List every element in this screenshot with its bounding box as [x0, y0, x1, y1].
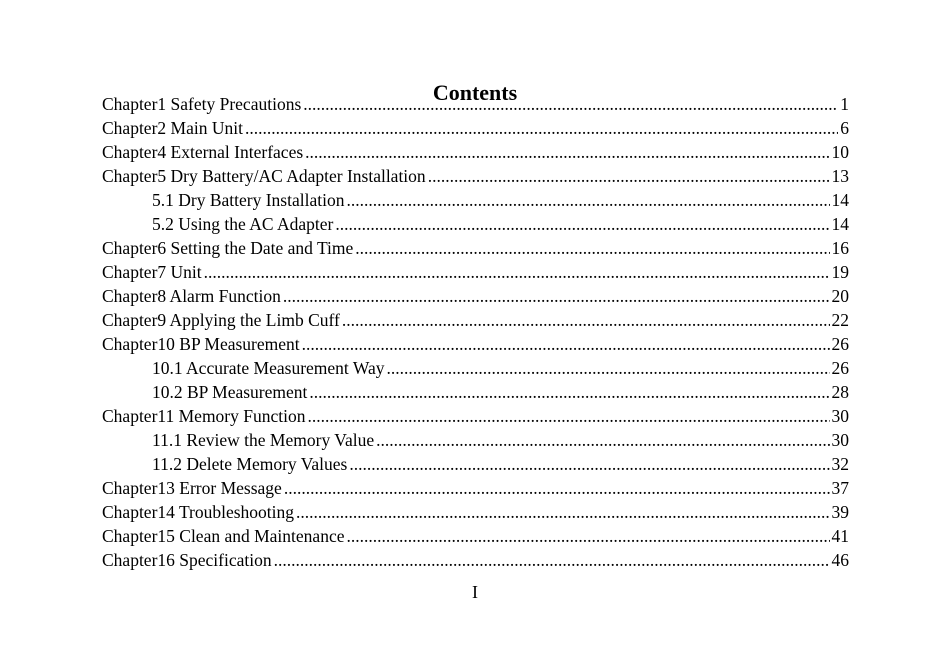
dot-leader — [349, 452, 829, 476]
toc-entry[interactable] — [102, 308, 849, 332]
dot-leader — [303, 92, 838, 116]
toc-entry[interactable] — [102, 92, 849, 116]
page-number: I — [472, 582, 478, 602]
dot-leader — [245, 116, 838, 140]
toc-entry-page: 19 — [831, 262, 849, 282]
toc-entry-page: 41 — [831, 526, 849, 546]
dot-leader — [342, 308, 830, 332]
dot-leader — [428, 164, 830, 188]
toc-entry-page: 14 — [831, 214, 849, 234]
toc-entry-label: 10.1 Accurate Measurement Way — [152, 358, 385, 378]
toc-entry[interactable] — [102, 212, 849, 236]
dot-leader — [376, 428, 829, 452]
toc-entry-label: Chapter5 Dry Battery/AC Adapter Installation — [102, 166, 426, 186]
toc-entry-label: Chapter2 Main Unit — [102, 118, 243, 138]
toc-entry-label: Chapter6 Setting the Date and Time — [102, 238, 354, 258]
toc-entry-label: Chapter9 Applying the Limb Cuff — [102, 310, 340, 330]
dot-leader — [284, 476, 830, 500]
toc-entry[interactable] — [102, 380, 849, 404]
toc-entry-page: 30 — [831, 430, 849, 450]
toc-entry-page: 16 — [831, 238, 849, 258]
toc-entry-page: 14 — [831, 190, 849, 210]
toc-entry-page: 13 — [831, 166, 849, 186]
toc-entry[interactable] — [102, 140, 849, 164]
dot-leader — [308, 404, 830, 428]
toc-entry[interactable] — [102, 260, 849, 284]
table-of-contents — [102, 92, 849, 572]
toc-entry-page: 26 — [831, 358, 849, 378]
dot-leader — [204, 260, 830, 284]
toc-entry-label: Chapter7 Unit — [102, 262, 202, 282]
toc-entry-label: Chapter13 Error Message — [102, 478, 282, 498]
toc-entry[interactable] — [102, 524, 849, 548]
toc-entry[interactable] — [102, 404, 849, 428]
toc-entry-page: 30 — [831, 406, 849, 426]
toc-entry-page: 32 — [831, 454, 849, 474]
toc-entry-page: 6 — [840, 118, 849, 138]
toc-entry-label: Chapter16 Specification — [102, 550, 272, 570]
toc-entry-label: Chapter11 Memory Function — [102, 406, 306, 426]
toc-entry[interactable] — [102, 428, 849, 452]
dot-leader — [346, 524, 829, 548]
toc-entry-page: 37 — [831, 478, 849, 498]
toc-entry-page: 46 — [831, 550, 849, 570]
toc-entry-label: Chapter1 Safety Precautions — [102, 94, 302, 114]
dot-leader — [309, 380, 829, 404]
dot-leader — [387, 356, 830, 380]
toc-entry-label: Chapter4 External Interfaces — [102, 142, 304, 162]
dot-leader — [283, 284, 830, 308]
page-title: Contents — [432, 79, 518, 105]
dot-leader — [274, 548, 830, 572]
toc-entry-label: 11.1 Review the Memory Value — [152, 430, 375, 450]
toc-entry-page: 10 — [831, 142, 849, 162]
dot-leader — [305, 140, 829, 164]
toc-entry[interactable] — [102, 284, 849, 308]
toc-entry[interactable] — [102, 164, 849, 188]
toc-entry-label: 11.2 Delete Memory Values — [152, 454, 348, 474]
toc-entry-page: 22 — [831, 310, 849, 330]
toc-entry-label: 5.1 Dry Battery Installation — [152, 190, 345, 210]
toc-entry[interactable] — [102, 236, 849, 260]
dot-leader — [302, 332, 830, 356]
toc-entry-page: 26 — [831, 334, 849, 354]
toc-entry[interactable] — [102, 452, 849, 476]
toc-entry-label: Chapter15 Clean and Maintenance — [102, 526, 345, 546]
dot-leader — [335, 212, 829, 236]
dot-leader — [296, 500, 829, 524]
toc-entry-page: 28 — [831, 382, 849, 402]
toc-entry[interactable] — [102, 116, 849, 140]
toc-entry-label: Chapter8 Alarm Function — [102, 286, 281, 306]
toc-entry[interactable] — [102, 548, 849, 572]
toc-entry[interactable] — [102, 476, 849, 500]
toc-entry-page: 39 — [831, 502, 849, 522]
dot-leader — [346, 188, 829, 212]
toc-entry-page: 20 — [831, 286, 849, 306]
dot-leader — [355, 236, 829, 260]
toc-entry[interactable] — [102, 188, 849, 212]
toc-entry-label: 5.2 Using the AC Adapter — [152, 214, 334, 234]
toc-entry[interactable] — [102, 500, 849, 524]
toc-entry-label: Chapter14 Troubleshooting — [102, 502, 295, 522]
toc-entry[interactable] — [102, 356, 849, 380]
toc-entry-page: 1 — [840, 94, 849, 114]
toc-entry-label: Chapter10 BP Measurement — [102, 334, 300, 354]
toc-entry-label: 10.2 BP Measurement — [152, 382, 308, 402]
toc-entry[interactable] — [102, 332, 849, 356]
